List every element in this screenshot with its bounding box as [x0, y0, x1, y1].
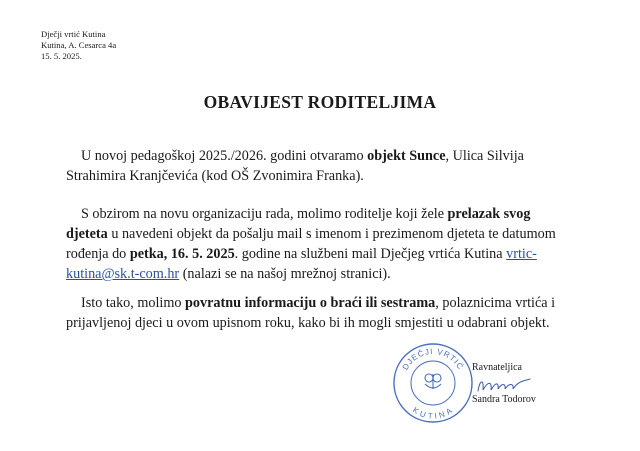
p3-text-1: Isto tako, molimo — [81, 295, 186, 311]
paragraph-siblings — [66, 293, 566, 333]
p1-text-2: , Ulica Silvija Strahimira Kranjčevića (kod OŠ Zvonimira Franka). — [66, 148, 524, 184]
p3-bold-1: povratnu informaciju o braći ili sestrama — [185, 295, 436, 311]
paragraph-transfer-request — [66, 204, 566, 284]
official-stamp — [392, 342, 474, 424]
p2-text-1: S obzirom na novu organizaciju rada, molimo roditelje koji žele — [81, 206, 448, 222]
document-date: 15. 5. 2025. — [41, 51, 82, 61]
stamp-top-text: DJEČJI VRTIĆ — [400, 346, 466, 372]
document-title: OBAVIJEST RODITELJIMA — [203, 92, 437, 112]
signature-block — [472, 360, 536, 408]
p2-text-4: (nalazi se na našoj mrežnoj stranici). — [179, 266, 391, 282]
p1-text-1: U novoj pedagoškoj 2025./2026. godini otvaramo — [81, 148, 368, 164]
p2-bold-2: petka, 16. 5. 2025 — [129, 246, 235, 262]
letterhead — [41, 29, 116, 62]
stamp-emblem-icon — [425, 374, 441, 389]
signature-space — [472, 376, 536, 392]
p3-text-2: , polaznicima vrtića i prijavljenoj djeci u ovom upisnom roku, kako bi ih mogli smjestiti u odabrani objekt. — [66, 295, 556, 331]
signature-role: Ravnateljica — [472, 362, 522, 373]
institution-name: Dječji vrtić Kutina — [41, 29, 106, 39]
paragraph-new-building — [66, 146, 566, 186]
email-link[interactable]: vrtic-kutina@sk.t-com.hr — [66, 246, 537, 282]
signature-name: Sandra Todorov — [472, 394, 536, 405]
stamp-bottom-text: KUTINA — [411, 405, 455, 421]
institution-address: Kutina, A. Cesarca 4a — [41, 40, 117, 50]
p2-text-3: . godine na službeni mail Dječjeg vrtića Kutina — [234, 246, 507, 262]
p2-bold-1: prelazak svog djeteta — [66, 206, 531, 242]
p2-text-2: u navedeni objekt da pošalju mail s imenom i prezimenom djeteta te datumom rođenja do — [66, 226, 556, 262]
p1-bold-1: objekt Sunce — [367, 148, 446, 164]
